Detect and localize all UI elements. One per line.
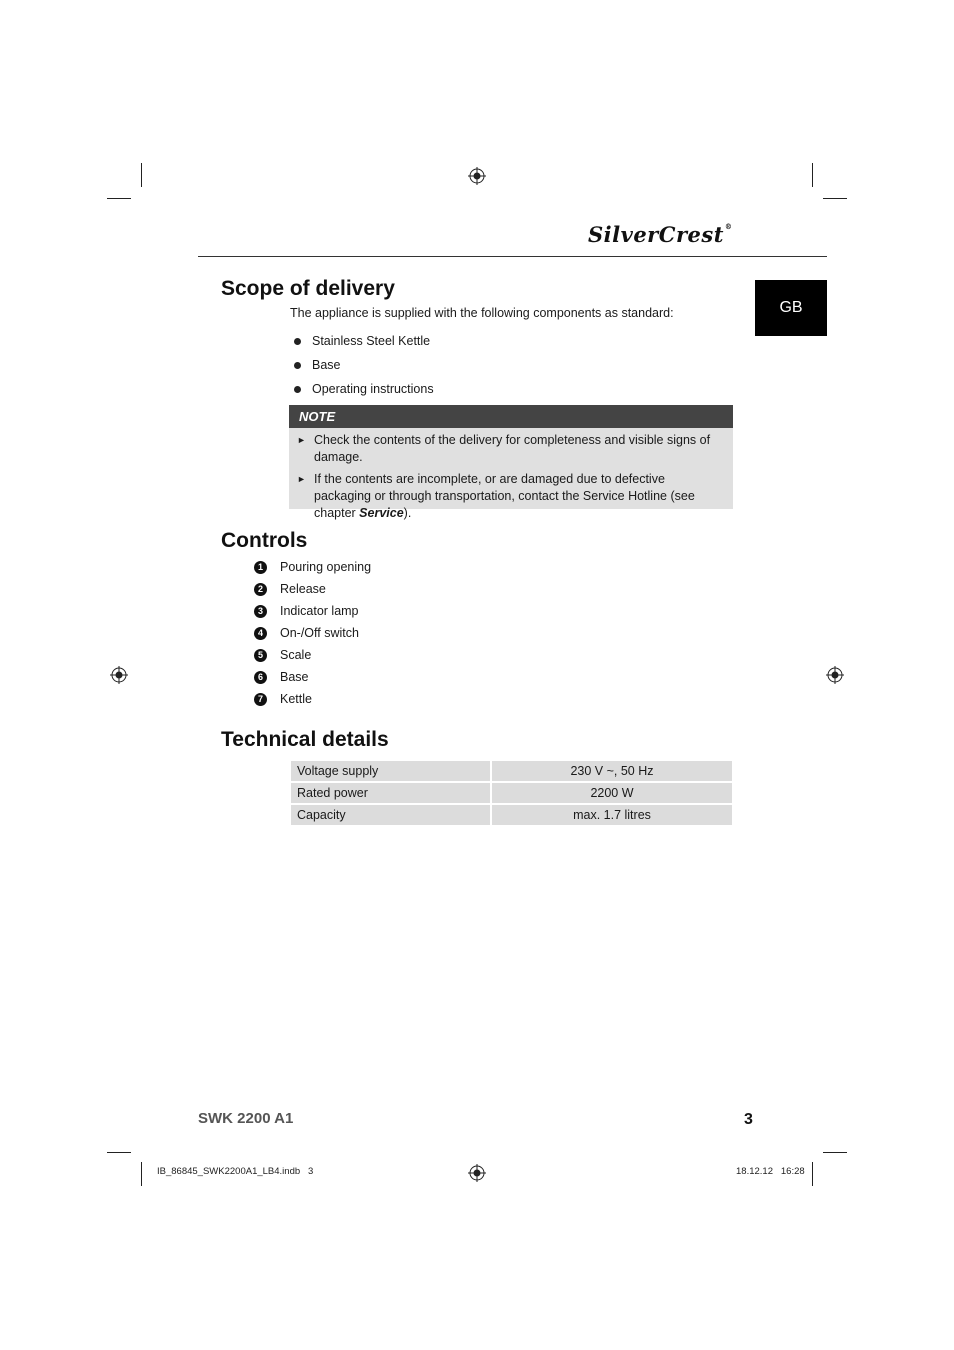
arrow-right-icon: ► — [297, 435, 306, 445]
arrow-right-icon: ► — [297, 474, 306, 484]
crop-mark — [107, 1152, 131, 1153]
number-badge: 7 — [254, 693, 267, 706]
registration-mark-icon — [468, 1164, 486, 1182]
table-cell-key: Voltage supply — [291, 761, 490, 781]
header-rule — [198, 256, 827, 257]
table-row — [291, 783, 732, 803]
list-item — [254, 578, 371, 600]
table-cell-key: Rated power — [291, 783, 490, 803]
date-slug: 18.12.12 16:28 — [736, 1166, 805, 1177]
list-item-label: Stainless Steel Kettle — [312, 334, 431, 348]
crop-mark — [141, 1162, 142, 1186]
brand-logo — [588, 222, 732, 247]
note-label: NOTE — [289, 405, 733, 428]
list-item — [254, 622, 371, 644]
note-item — [289, 471, 733, 522]
number-badge: 3 — [254, 605, 267, 618]
brand-name: SilverCrest — [588, 222, 724, 247]
registration-mark-icon — [110, 666, 128, 684]
registration-mark-icon — [468, 167, 486, 185]
file-slug: IB_86845_SWK2200A1_LB4.indb 3 — [157, 1166, 314, 1177]
technical-heading: Technical details — [221, 728, 389, 751]
note-item-text: Check the contents of the delivery for completeness and visible signs of damage. — [314, 433, 711, 464]
table-row — [291, 805, 732, 825]
table-cell-key: Capacity — [291, 805, 490, 825]
scope-list — [294, 329, 434, 401]
note-item-end: ). — [403, 506, 412, 520]
number-badge: 1 — [254, 561, 267, 574]
language-tab: GB — [755, 280, 827, 336]
page-number: 3 — [744, 1111, 753, 1128]
list-item — [294, 377, 434, 401]
scope-intro: The appliance is supplied with the following components as standard: — [290, 306, 674, 320]
crop-mark — [107, 198, 131, 199]
list-item — [254, 556, 371, 578]
list-item — [294, 329, 434, 353]
table-cell-value: 230 V ~, 50 Hz — [492, 761, 732, 781]
bullet-icon — [294, 362, 301, 369]
list-item — [254, 644, 371, 666]
technical-table — [289, 759, 734, 827]
number-badge: 6 — [254, 671, 267, 684]
crop-mark — [823, 198, 847, 199]
number-badge: 2 — [254, 583, 267, 596]
controls-heading: Controls — [221, 529, 308, 552]
bullet-icon — [294, 338, 301, 345]
trademark-symbol: ® — [724, 222, 733, 231]
note-item-text: If the contents are incomplete, or are damaged due to defective packaging or through transportation, contact the Service Hotline (see chapter — [314, 472, 695, 520]
list-item-label: Release — [280, 582, 326, 596]
list-item-label: Base — [312, 358, 341, 372]
list-item-label: Kettle — [280, 692, 312, 706]
list-item — [254, 666, 371, 688]
table-cell-value: max. 1.7 litres — [492, 805, 732, 825]
table-cell-value: 2200 W — [492, 783, 732, 803]
list-item-label: Scale — [280, 648, 312, 662]
list-item — [254, 600, 371, 622]
controls-list — [254, 556, 371, 710]
list-item-label: Operating instructions — [312, 382, 434, 396]
note-item — [289, 432, 733, 466]
list-item-label: Pouring opening — [280, 560, 372, 574]
crop-mark — [823, 1152, 847, 1153]
number-badge: 4 — [254, 627, 267, 640]
crop-mark — [812, 1162, 813, 1186]
number-badge: 5 — [254, 649, 267, 662]
table-row — [291, 761, 732, 781]
bullet-icon — [294, 386, 301, 393]
crop-mark — [812, 163, 813, 187]
service-chapter-ref: Service — [359, 506, 404, 520]
crop-mark — [141, 163, 142, 187]
list-item — [254, 688, 371, 710]
list-item-label: On-/Off switch — [280, 626, 359, 640]
scope-heading: Scope of delivery — [221, 277, 395, 300]
registration-mark-icon — [826, 666, 844, 684]
note-box — [289, 405, 733, 520]
list-item-label: Base — [280, 670, 309, 684]
model-number: SWK 2200 A1 — [198, 1110, 294, 1127]
list-item-label: Indicator lamp — [280, 604, 359, 618]
list-item — [294, 353, 434, 377]
